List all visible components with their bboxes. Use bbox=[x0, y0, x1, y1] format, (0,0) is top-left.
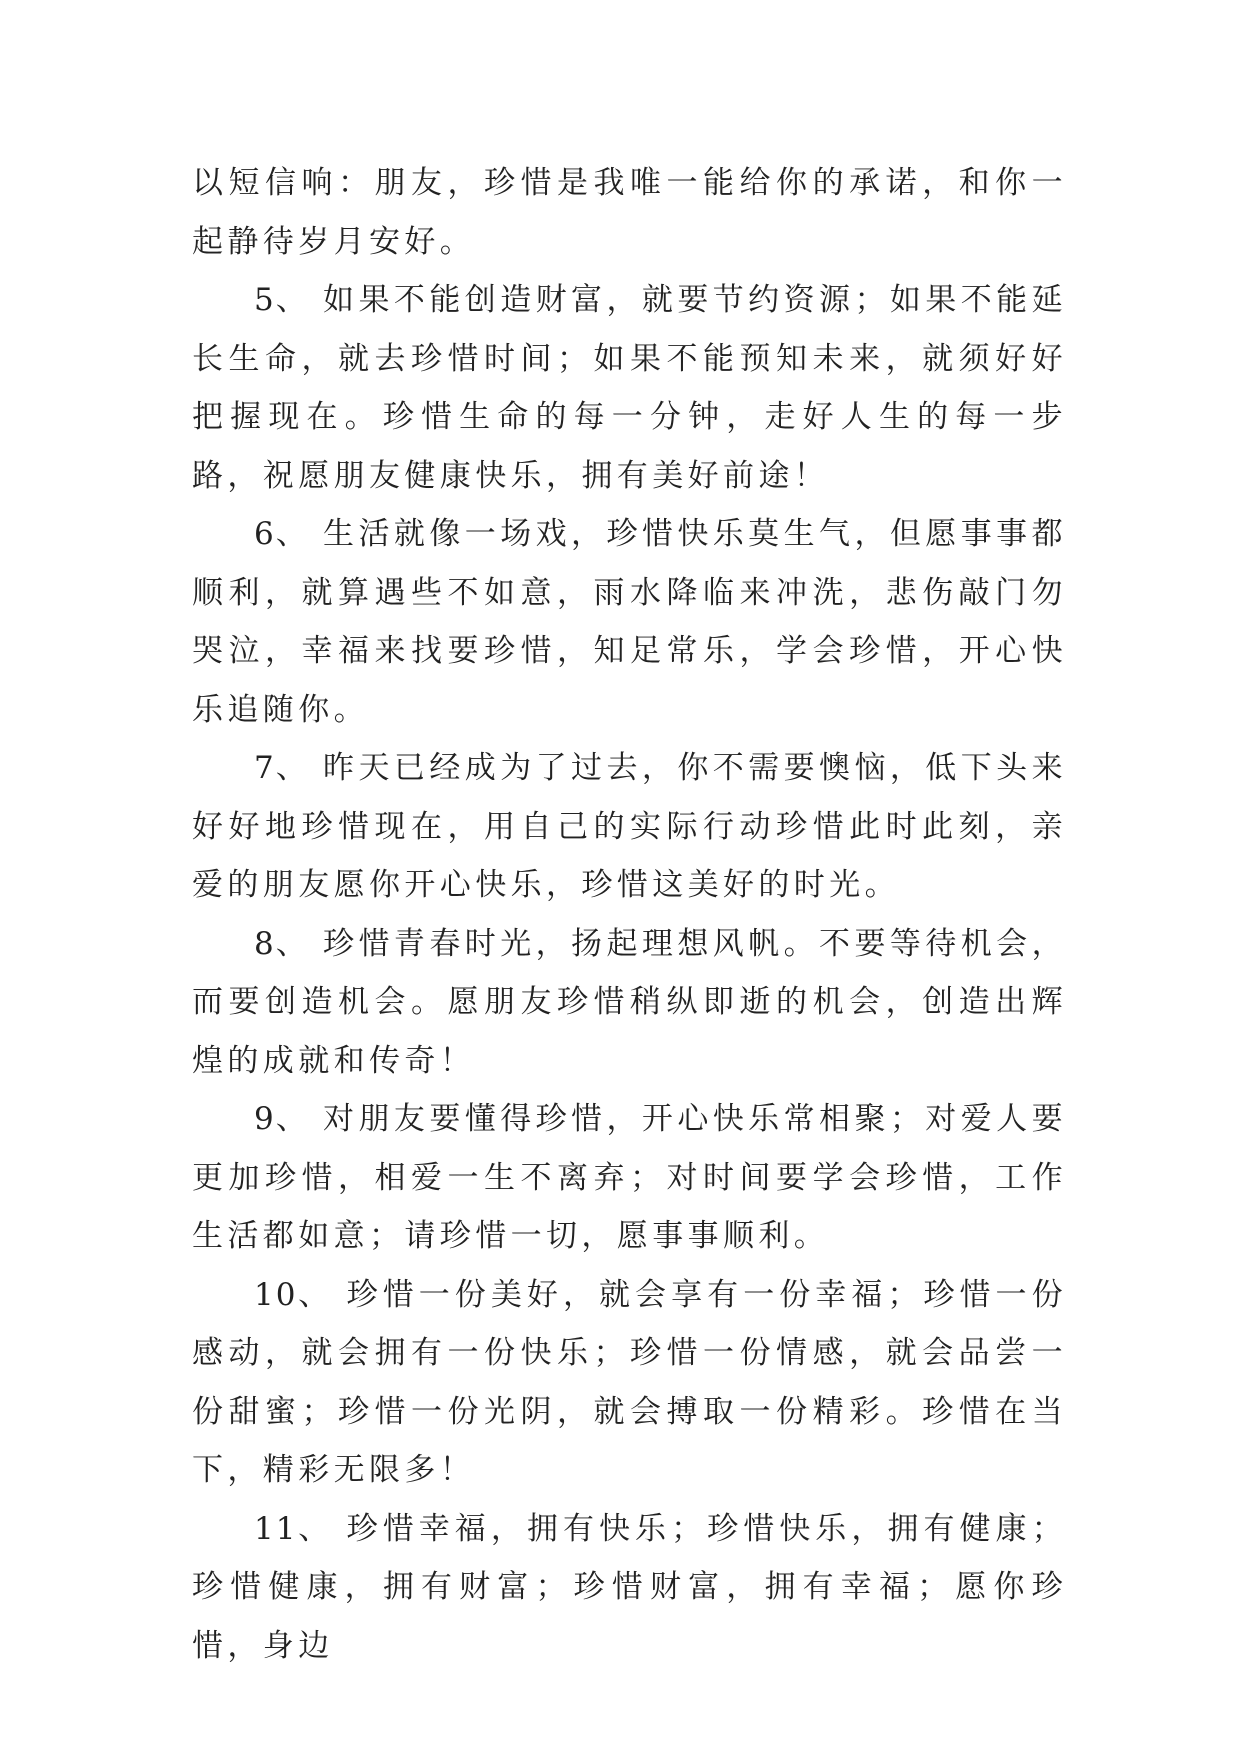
paragraph-5 bbox=[192, 271, 1067, 505]
paragraph-11 bbox=[192, 1500, 1067, 1676]
paragraph-8 bbox=[192, 915, 1067, 1091]
paragraph-7 bbox=[192, 739, 1067, 915]
paragraph-text: 如果不能创造财富，就要节约资源；如果不能延长生命，就去珍惜时间；如果不能预知未来，就须好好把握现在。珍惜生命的每一分钟，走好人生的每一步路，祝愿朋友健康快乐，拥有美好前途！ bbox=[192, 282, 1067, 494]
paragraph-text: 以短信响：朋友，珍惜是我唯一能给你的承诺，和你一起静待岁月安好。 bbox=[192, 165, 1067, 260]
paragraph-10 bbox=[192, 1266, 1067, 1500]
paragraph-text: 昨天已经成为了过去，你不需要懊恼，低下头来好好地珍惜现在，用自己的实际行动珍惜此时此刻，亲爱的朋友愿你开心快乐，珍惜这美好的时光。 bbox=[192, 750, 1067, 903]
paragraph-number: 8、 bbox=[254, 925, 309, 962]
paragraph-6 bbox=[192, 505, 1067, 739]
paragraph-number: 6、 bbox=[254, 516, 309, 552]
paragraph-continuation bbox=[192, 154, 1067, 271]
paragraph-number: 7、 bbox=[254, 750, 309, 786]
paragraph-text: 对朋友要懂得珍惜，开心快乐常相聚；对爱人要更加珍惜，相爱一生不离弃；对时间要学会珍惜，工作生活都如意；请珍惜一切，愿事事顺利。 bbox=[192, 1101, 1067, 1254]
paragraph-text: 珍惜幸福，拥有快乐；珍惜快乐，拥有健康；珍惜健康，拥有财富；珍惜财富，拥有幸福；愿你珍惜，身边 bbox=[192, 1510, 1067, 1664]
paragraph-number: 5、 bbox=[254, 282, 309, 318]
paragraph-number: 10、 bbox=[254, 1276, 332, 1313]
paragraph-number: 11、 bbox=[254, 1510, 332, 1547]
paragraph-9 bbox=[192, 1090, 1067, 1266]
paragraph-text: 生活就像一场戏，珍惜快乐莫生气，但愿事事都顺利，就算遇些不如意，雨水降临来冲洗，悲伤敲门勿哭泣，幸福来找要珍惜，知足常乐，学会珍惜，开心快乐追随你。 bbox=[192, 516, 1067, 728]
paragraph-number: 9、 bbox=[254, 1101, 309, 1137]
paragraph-text: 珍惜青春时光，扬起理想风帆。不要等待机会，而要创造机会。愿朋友珍惜稍纵即逝的机会，创造出辉煌的成就和传奇！ bbox=[192, 925, 1067, 1079]
paragraph-text: 珍惜一份美好，就会享有一份幸福；珍惜一份感动，就会拥有一份快乐；珍惜一份情感，就会品尝一份甜蜜；珍惜一份光阴，就会搏取一份精彩。珍惜在当下，精彩无限多！ bbox=[192, 1276, 1067, 1488]
document-body bbox=[192, 154, 1067, 1675]
